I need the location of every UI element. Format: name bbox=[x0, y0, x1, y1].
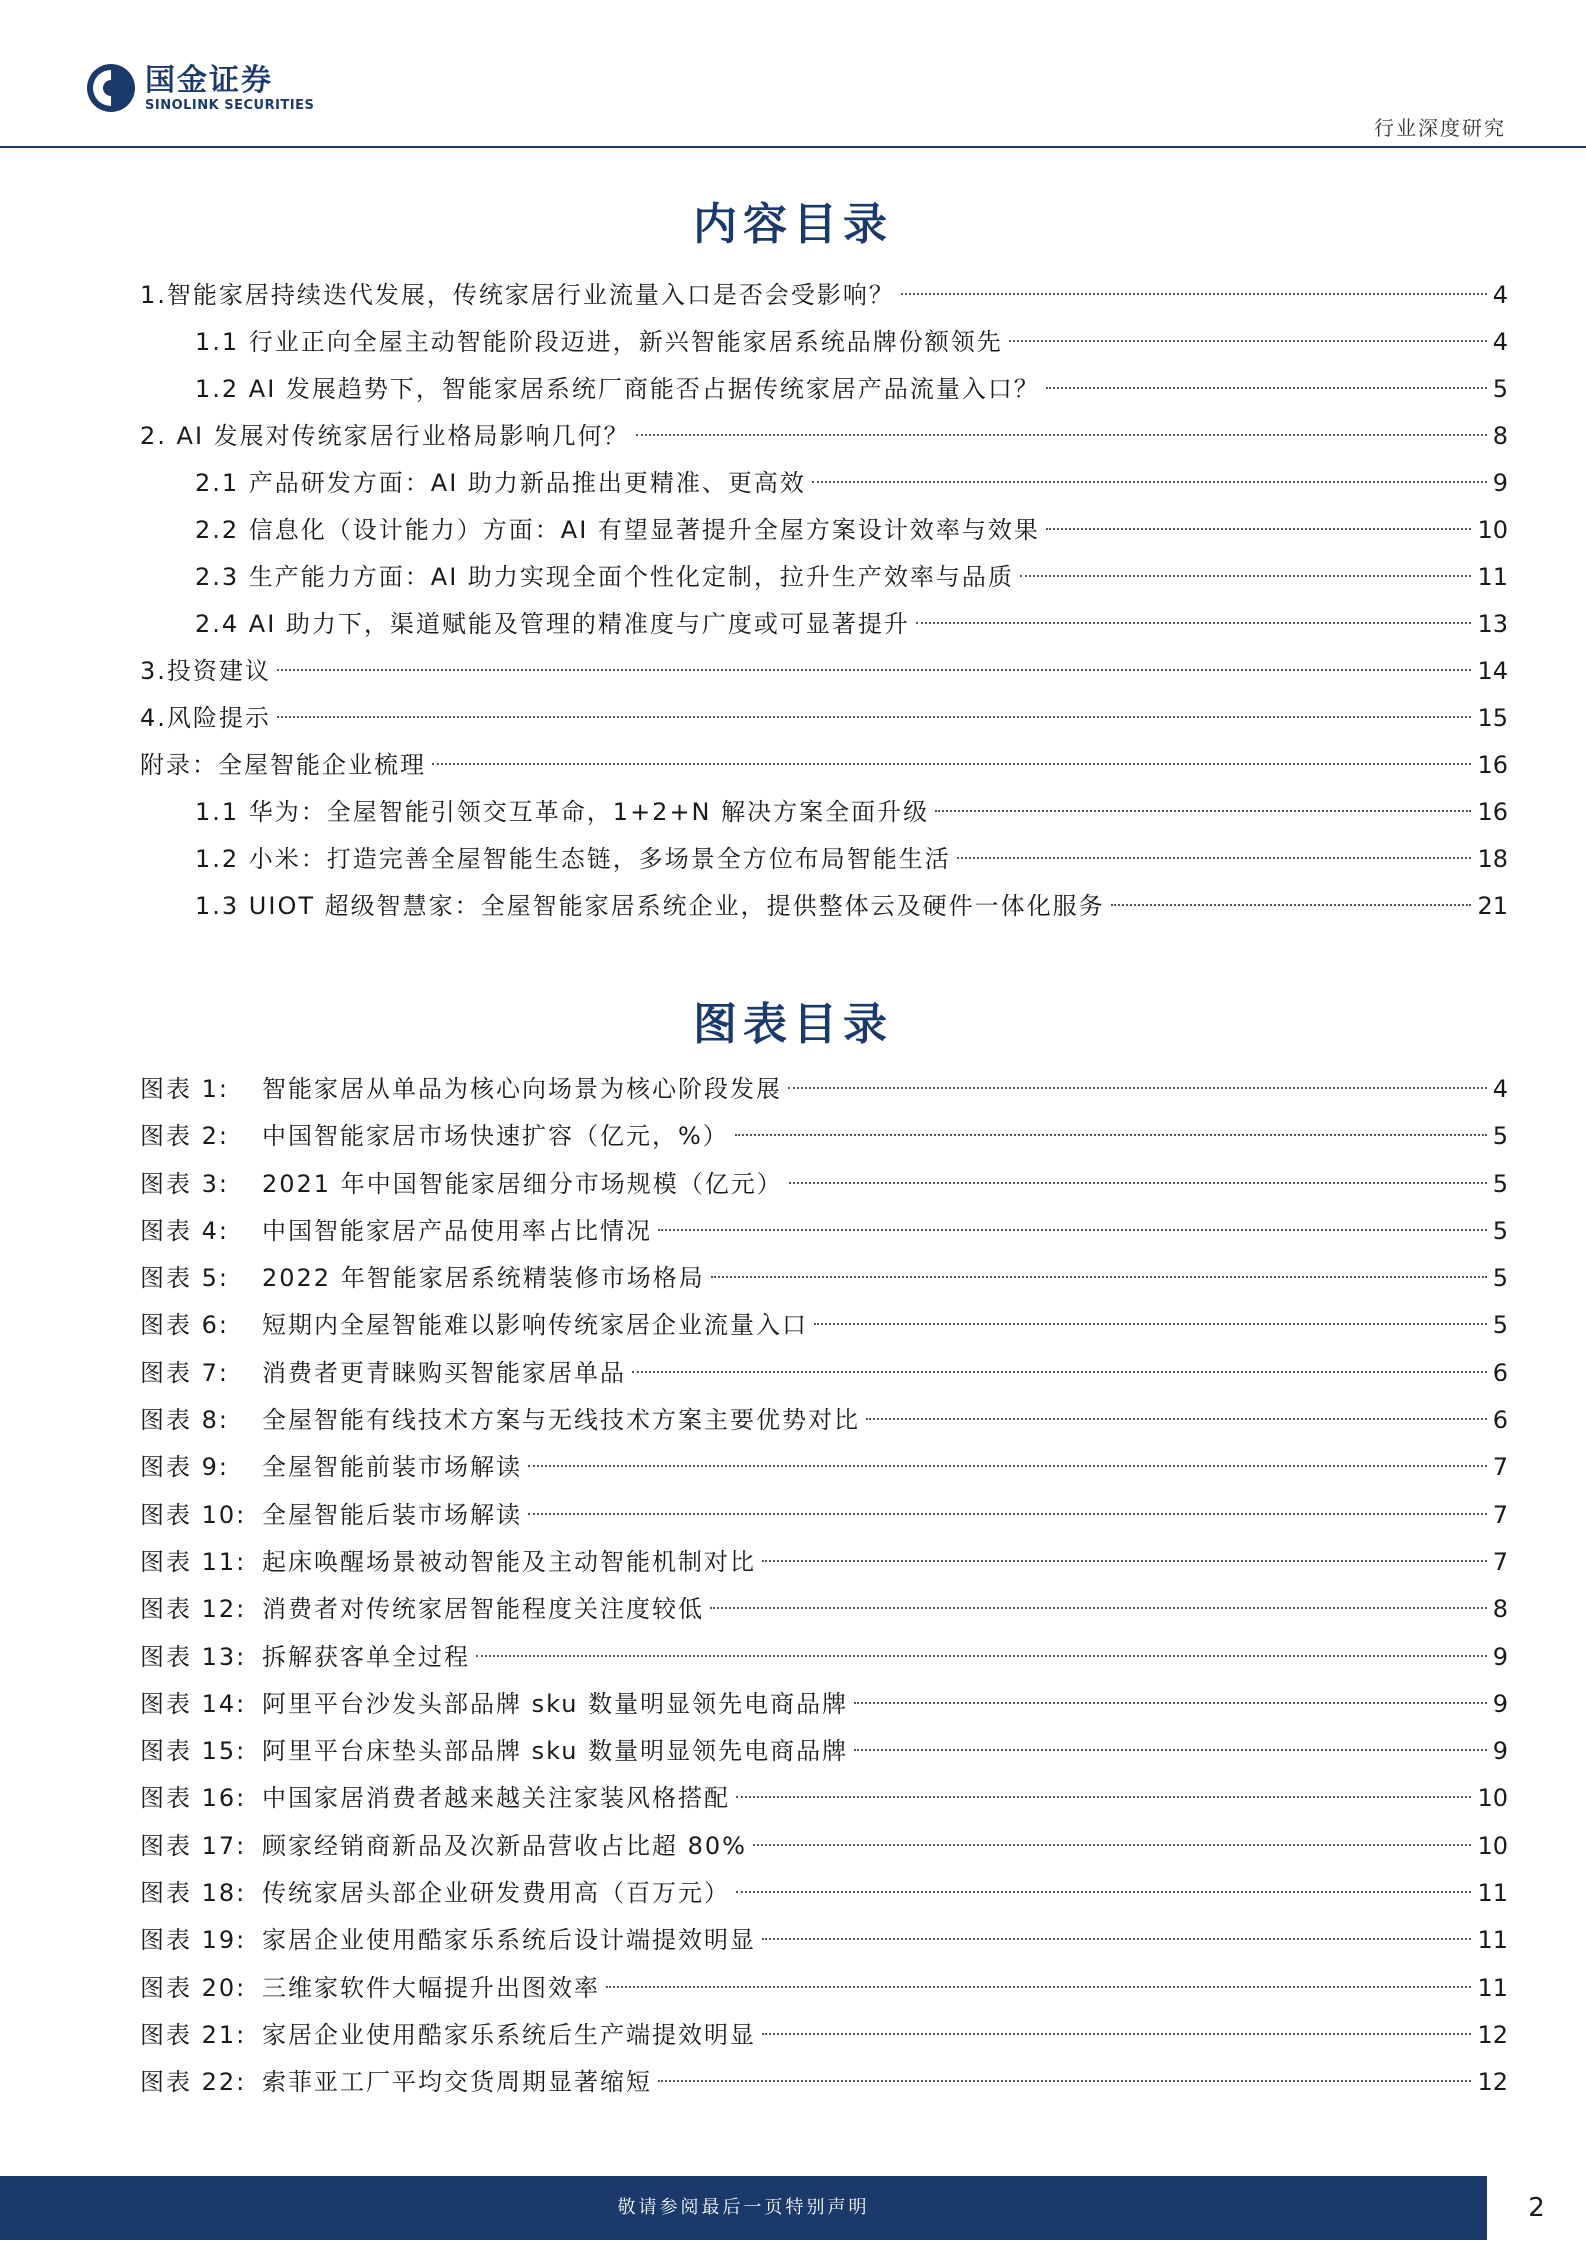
figure-entry[interactable] bbox=[140, 1161, 1508, 1208]
toc-entry-page: 16 bbox=[1477, 798, 1508, 826]
figure-entry-page: 11 bbox=[1477, 1973, 1508, 2002]
figure-entry-page: 8 bbox=[1492, 1595, 1508, 1624]
figure-entry[interactable] bbox=[140, 1775, 1508, 1822]
figure-entry-page: 12 bbox=[1477, 2020, 1508, 2049]
dot-leader bbox=[1020, 575, 1472, 577]
figure-entry-label: 图表 6: bbox=[140, 1311, 229, 1340]
toc-entry[interactable] bbox=[140, 413, 1508, 460]
figure-entry-page: 6 bbox=[1492, 1358, 1508, 1387]
toc-entry-text: 2.1 产品研发方面：AI 助力新品推出更精准、更高效 bbox=[195, 469, 806, 497]
figure-entry-page: 11 bbox=[1477, 1879, 1508, 1908]
toc-entry-page: 15 bbox=[1477, 704, 1508, 732]
figure-entry-text: 家居企业使用酷家乐系统后生产端提效明显 bbox=[262, 2020, 756, 2049]
toc-entry-page: 16 bbox=[1477, 751, 1508, 779]
dot-leader bbox=[901, 293, 1487, 295]
figure-entry[interactable] bbox=[140, 1728, 1508, 1775]
dot-leader bbox=[1046, 528, 1472, 530]
dot-leader bbox=[935, 810, 1471, 812]
toc-entry-text: 3.投资建议 bbox=[140, 657, 271, 685]
toc-entry[interactable] bbox=[140, 507, 1508, 554]
dot-leader bbox=[658, 1229, 1487, 1231]
toc-entry-page: 10 bbox=[1477, 516, 1508, 544]
figure-entry[interactable] bbox=[140, 1302, 1508, 1349]
toc-entry[interactable] bbox=[140, 366, 1508, 413]
figure-entry-label: 图表 2: bbox=[140, 1122, 229, 1151]
logo-chinese-name: 国金证券 bbox=[145, 62, 273, 98]
toc-entry[interactable] bbox=[140, 836, 1508, 883]
toc-entry-text: 4.风险提示 bbox=[140, 704, 271, 732]
figure-entry-text: 中国家居消费者越来越关注家装风格搭配 bbox=[262, 1784, 730, 1813]
figure-entry[interactable] bbox=[140, 1634, 1508, 1681]
figure-entry-label: 图表 11: bbox=[140, 1547, 247, 1576]
toc-entry[interactable] bbox=[140, 742, 1508, 789]
dot-leader bbox=[762, 2033, 1471, 2035]
toc-entry-page: 21 bbox=[1477, 892, 1508, 920]
dot-leader bbox=[711, 1276, 1487, 1278]
toc-entry-page: 18 bbox=[1477, 845, 1508, 873]
figure-entry[interactable] bbox=[140, 1350, 1508, 1397]
page-number: 2 bbox=[1528, 2193, 1545, 2223]
figure-entry-label: 图表 4: bbox=[140, 1216, 229, 1245]
figure-entry-label: 图表 3: bbox=[140, 1169, 229, 1198]
figure-entry-page: 12 bbox=[1477, 2068, 1508, 2097]
figure-entry-page: 9 bbox=[1492, 1642, 1508, 1671]
toc-entry-page: 11 bbox=[1477, 563, 1508, 591]
figure-entry-label: 图表 12: bbox=[140, 1595, 247, 1624]
dot-leader bbox=[528, 1513, 1487, 1515]
figure-entry-label: 图表 17: bbox=[140, 1831, 247, 1860]
dot-leader bbox=[1111, 904, 1472, 906]
toc-entry-text: 1.智能家居持续迭代发展，传统家居行业流量入口是否会受影响？ bbox=[140, 281, 895, 309]
figure-entry-text: 全屋智能有线技术方案与无线技术方案主要优势对比 bbox=[262, 1406, 860, 1435]
figure-entry-label: 图表 20: bbox=[140, 1973, 247, 2002]
toc-entry-text: 1.1 行业正向全屋主动智能阶段迈进，新兴智能家居系统品牌份额领先 bbox=[195, 328, 1003, 356]
toc-entry[interactable] bbox=[140, 648, 1508, 695]
figure-entry[interactable] bbox=[140, 1113, 1508, 1160]
company-logo bbox=[85, 62, 314, 114]
figure-entry-text: 全屋智能后装市场解读 bbox=[262, 1500, 522, 1529]
toc-entry[interactable] bbox=[140, 319, 1508, 366]
figure-entry[interactable] bbox=[140, 1208, 1508, 1255]
figure-entry-label: 图表 7: bbox=[140, 1358, 229, 1387]
figure-entry-text: 短期内全屋智能难以影响传统家居企业流量入口 bbox=[262, 1311, 808, 1340]
figure-entry-text: 中国智能家居市场快速扩容（亿元，%） bbox=[262, 1122, 729, 1151]
figure-entry-page: 10 bbox=[1477, 1784, 1508, 1813]
logo-english-name: SINOLINK SECURITIES bbox=[145, 97, 315, 113]
dot-leader bbox=[753, 1844, 1471, 1846]
toc-entry[interactable] bbox=[140, 460, 1508, 507]
figure-entry[interactable] bbox=[140, 1586, 1508, 1633]
figure-entry[interactable] bbox=[140, 1255, 1508, 1302]
dot-leader bbox=[632, 1371, 1487, 1373]
figure-entry[interactable] bbox=[140, 1917, 1508, 1964]
dot-leader bbox=[854, 1702, 1487, 1704]
dot-leader bbox=[916, 622, 1472, 624]
figure-entry-text: 起床唤醒场景被动智能及主动智能机制对比 bbox=[262, 1547, 756, 1576]
toc-entry[interactable] bbox=[140, 883, 1508, 930]
toc-entry-text: 2.2 信息化（设计能力）方面：AI 有望显著提升全屋方案设计效率与效果 bbox=[195, 516, 1040, 544]
dot-leader bbox=[957, 857, 1472, 859]
figure-entry-page: 5 bbox=[1492, 1216, 1508, 1245]
figure-entry-text: 2021 年中国智能家居细分市场规模（亿元） bbox=[262, 1169, 783, 1198]
figure-entry-page: 9 bbox=[1492, 1737, 1508, 1766]
figure-entry-text: 索菲亚工厂平均交货周期显著缩短 bbox=[262, 2068, 652, 2097]
toc-entry-text: 2.4 AI 助力下，渠道赋能及管理的精准度与广度或可显著提升 bbox=[195, 610, 910, 638]
dot-leader bbox=[528, 1465, 1487, 1467]
figure-entry-text: 阿里平台沙发头部品牌 sku 数量明显领先电商品牌 bbox=[262, 1689, 849, 1718]
figure-entry-page: 7 bbox=[1492, 1500, 1508, 1529]
dot-leader bbox=[1009, 340, 1487, 342]
dot-leader bbox=[736, 1796, 1471, 1798]
figure-entry-page: 10 bbox=[1477, 1831, 1508, 1860]
figure-entry-text: 消费者对传统家居智能程度关注度较低 bbox=[262, 1595, 704, 1624]
toc-entry[interactable] bbox=[140, 554, 1508, 601]
toc-entry-text: 1.3 UIOT 超级智慧家：全屋智能家居系统企业，提供整体云及硬件一体化服务 bbox=[195, 892, 1105, 920]
figure-entry-page: 6 bbox=[1492, 1406, 1508, 1435]
figure-entry-label: 图表 14: bbox=[140, 1689, 247, 1718]
figure-entry-text: 2022 年智能家居系统精装修市场格局 bbox=[262, 1264, 705, 1293]
page-header bbox=[0, 0, 1586, 150]
figure-entry-text: 智能家居从单品为核心向场景为核心阶段发展 bbox=[262, 1075, 782, 1103]
toc-entry-page: 5 bbox=[1492, 375, 1508, 403]
toc-entry-text: 附录：全屋智能企业梳理 bbox=[140, 751, 426, 779]
figure-entry-label: 图表 10: bbox=[140, 1500, 247, 1529]
footer-bar bbox=[0, 2176, 1487, 2240]
figure-entry-label: 图表 21: bbox=[140, 2020, 247, 2049]
dot-leader bbox=[735, 1134, 1487, 1136]
table-of-contents bbox=[140, 272, 1508, 930]
figure-entry-text: 顾家经销商新品及次新品营收占比超 80% bbox=[262, 1831, 747, 1860]
sinolink-logo-icon bbox=[85, 62, 137, 114]
figure-entry[interactable] bbox=[140, 1066, 1508, 1113]
dot-leader bbox=[736, 1891, 1471, 1893]
figure-entry[interactable] bbox=[140, 1823, 1508, 1870]
figure-entry-label: 图表 18: bbox=[140, 1879, 247, 1908]
figure-entry[interactable] bbox=[140, 1965, 1508, 2012]
toc-entry-page: 14 bbox=[1477, 657, 1508, 685]
figure-entry[interactable] bbox=[140, 1539, 1508, 1586]
toc-entry-text: 1.2 AI 发展趋势下，智能家居系统厂商能否占据传统家居产品流量入口？ bbox=[195, 375, 1040, 403]
dot-leader bbox=[636, 434, 1487, 436]
header-divider bbox=[0, 146, 1586, 148]
toc-entry-page: 4 bbox=[1492, 328, 1508, 356]
dot-leader bbox=[789, 1182, 1487, 1184]
footer-disclaimer: 敬请参阅最后一页特别声明 bbox=[617, 2197, 870, 2218]
figure-entry-text: 传统家居头部企业研发费用高（百万元） bbox=[262, 1879, 730, 1908]
toc-entry[interactable] bbox=[140, 272, 1508, 319]
figure-entry-label: 图表 8: bbox=[140, 1406, 229, 1435]
figure-entry-page: 5 bbox=[1492, 1169, 1508, 1198]
figure-entry-text: 家居企业使用酷家乐系统后设计端提效明显 bbox=[262, 1926, 756, 1955]
figure-entry[interactable] bbox=[140, 1870, 1508, 1917]
figure-entry-page: 7 bbox=[1492, 1453, 1508, 1482]
figure-entry-text: 拆解获客单全过程 bbox=[262, 1642, 470, 1671]
toc-entry-page: 9 bbox=[1492, 469, 1508, 497]
dot-leader bbox=[812, 481, 1487, 483]
dot-leader bbox=[658, 2080, 1471, 2082]
figure-entry[interactable] bbox=[140, 1492, 1508, 1539]
figure-entry[interactable] bbox=[140, 1397, 1508, 1444]
figure-entry-text: 中国智能家居产品使用率占比情况 bbox=[262, 1216, 652, 1245]
toc-entry-page: 8 bbox=[1492, 422, 1508, 450]
figure-entry[interactable] bbox=[140, 2059, 1508, 2106]
figure-entry-label: 图表 9: bbox=[140, 1453, 229, 1482]
toc-entry-text: 2. AI 发展对传统家居行业格局影响几何？ bbox=[140, 422, 630, 450]
figure-entry-page: 5 bbox=[1492, 1264, 1508, 1293]
figure-entry-text: 三维家软件大幅提升出图效率 bbox=[262, 1973, 600, 2002]
toc-entry[interactable] bbox=[140, 789, 1508, 836]
dot-leader bbox=[788, 1087, 1487, 1089]
document-type: 行业深度研究 bbox=[1374, 116, 1506, 140]
figure-entry-label: 图表 22: bbox=[140, 2068, 247, 2097]
dot-leader bbox=[277, 716, 1472, 718]
figure-entry-text: 阿里平台床垫头部品牌 sku 数量明显领先电商品牌 bbox=[262, 1737, 849, 1766]
dot-leader bbox=[432, 763, 1471, 765]
figure-entry-label: 图表 13: bbox=[140, 1642, 247, 1671]
dot-leader bbox=[762, 1938, 1471, 1940]
figure-entry-page: 7 bbox=[1492, 1547, 1508, 1576]
figure-list-title: 图表目录 bbox=[693, 999, 893, 1050]
dot-leader bbox=[814, 1323, 1487, 1325]
toc-entry-text: 1.2 小米：打造完善全屋智能生态链，多场景全方位布局智能生活 bbox=[195, 845, 951, 873]
toc-entry-text: 2.3 生产能力方面：AI 助力实现全面个性化定制，拉升生产效率与品质 bbox=[195, 563, 1014, 591]
dot-leader bbox=[710, 1607, 1487, 1609]
figure-entry-label: 图表 5: bbox=[140, 1264, 229, 1293]
dot-leader bbox=[866, 1418, 1487, 1420]
figure-entry[interactable] bbox=[140, 1681, 1508, 1728]
dot-leader bbox=[606, 1986, 1471, 1988]
figure-entry-text: 消费者更青睐购买智能家居单品 bbox=[262, 1358, 626, 1387]
figure-entry-page: 9 bbox=[1492, 1689, 1508, 1718]
figure-entry-label: 图表 15: bbox=[140, 1737, 247, 1766]
figure-entry-page: 11 bbox=[1477, 1926, 1508, 1955]
toc-entry-page: 13 bbox=[1477, 610, 1508, 638]
figure-entry-page: 4 bbox=[1492, 1075, 1508, 1103]
toc-entry[interactable] bbox=[140, 695, 1508, 742]
figure-entry-label: 图表 16: bbox=[140, 1784, 247, 1813]
dot-leader bbox=[762, 1560, 1487, 1562]
dot-leader bbox=[476, 1655, 1487, 1657]
dot-leader bbox=[277, 669, 1472, 671]
figure-entry-page: 5 bbox=[1492, 1122, 1508, 1151]
figure-entry-label: 图表 1: bbox=[140, 1075, 229, 1103]
toc-title: 内容目录 bbox=[693, 199, 893, 250]
figure-entry-page: 5 bbox=[1492, 1311, 1508, 1340]
dot-leader bbox=[1046, 387, 1487, 389]
figure-list bbox=[140, 1066, 1508, 2107]
dot-leader bbox=[854, 1749, 1487, 1751]
toc-entry[interactable] bbox=[140, 601, 1508, 648]
figure-entry[interactable] bbox=[140, 2012, 1508, 2059]
figure-entry-label: 图表 19: bbox=[140, 1926, 247, 1955]
toc-entry-page: 4 bbox=[1492, 281, 1508, 309]
figure-entry-text: 全屋智能前装市场解读 bbox=[262, 1453, 522, 1482]
figure-entry[interactable] bbox=[140, 1444, 1508, 1491]
toc-entry-text: 1.1 华为：全屋智能引领交互革命，1+2+N 解决方案全面升级 bbox=[195, 798, 930, 826]
